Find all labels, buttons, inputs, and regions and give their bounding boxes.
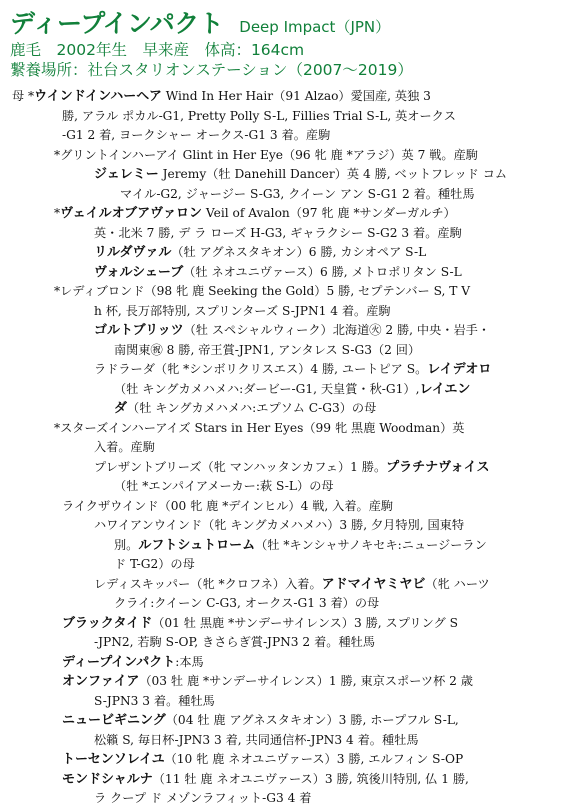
horse-name: ルフトシュトローム bbox=[138, 537, 256, 553]
header bbox=[10, 4, 570, 80]
page-title: ディープインパクト bbox=[10, 9, 224, 38]
horse-name: プラチナヴォイス bbox=[386, 459, 490, 475]
pedigree-line bbox=[114, 340, 420, 361]
horse-name: アドマイヤミヤビ bbox=[321, 576, 426, 592]
horse-name: ヴェイルオブアヴァロン bbox=[60, 206, 203, 221]
line-text: *レディブロンド（98 牝 鹿 Seeking the Gold）5 勝, セプテンバー S, T V bbox=[54, 284, 471, 298]
line-text: （牡 キングカメハメハ:ダービー-G1, 天皇賞・秋-G1）, bbox=[114, 381, 420, 396]
pedigree-line bbox=[94, 574, 490, 595]
horse-name: ウインドインハーヘア bbox=[34, 89, 162, 104]
pedigree-line bbox=[120, 184, 475, 205]
pedigree-line bbox=[114, 379, 470, 400]
line-text: レディスキッパー（牝 *クロフネ）入着。 bbox=[94, 576, 322, 591]
line-text: （牡 *キンシャサノキセキ:ニュージーラン bbox=[255, 537, 487, 552]
pedigree-line bbox=[94, 515, 464, 536]
line-text: 母 * bbox=[12, 89, 35, 103]
line-text: （01 牡 黒鹿 *サンデーサイレンス）3 勝, スプリング S bbox=[152, 615, 458, 630]
line-text: （04 牡 鹿 アグネスタキオン）3 勝, ホープフル S-L, bbox=[165, 713, 459, 727]
pedigree-line bbox=[94, 262, 462, 283]
pedigree-line bbox=[94, 301, 391, 322]
horse-name: モンドシャルナ bbox=[62, 771, 153, 787]
horse-name: オンファイア bbox=[62, 674, 140, 689]
line-text: Wind In Her Hair（91 Alzao）愛国産, 英独 3 bbox=[161, 89, 431, 103]
line-text: -G1 2 着, ヨークシャー オークス-G1 3 着。産駒 bbox=[62, 128, 331, 142]
line-text: *スターズインハーアイズ Stars in Her Eyes（99 牝 黒鹿 Woodman）英 bbox=[54, 420, 465, 435]
line-text: :本馬 bbox=[175, 654, 204, 669]
line-text: マイル-G2, ジャージー S-G3, クイーン アン S-G1 2 着。種牡馬 bbox=[120, 186, 475, 201]
pedigree-line bbox=[62, 710, 459, 731]
horse-name: レイデオロ bbox=[427, 362, 492, 377]
horse-name: ゴルトブリッツ bbox=[94, 323, 184, 338]
pedigree-line bbox=[94, 730, 419, 751]
pedigree-line bbox=[94, 320, 490, 341]
pedigree-line bbox=[114, 593, 379, 614]
horse-name: ブラックタイド bbox=[62, 615, 153, 631]
pedigree-line bbox=[54, 145, 478, 166]
line-text: クライ:クイーン C-G3, オークス-G1 3 着）の母 bbox=[114, 596, 380, 610]
pedigree-line bbox=[62, 749, 463, 770]
line-text: （牡 ネオユニヴァース）6 勝, メトロポリタン S-L bbox=[183, 264, 462, 279]
line-text: -JPN2, 若駒 S-OP, きさらぎ賞-JPN3 2 着。種牡馬 bbox=[94, 635, 376, 649]
pedigree-line bbox=[94, 359, 491, 380]
line-text: プレザントブリーズ（牝 マンハッタンカフェ）1 勝。 bbox=[94, 459, 387, 474]
pedigree-line bbox=[94, 632, 375, 653]
line-text: 別。 bbox=[114, 537, 139, 552]
pedigree-line bbox=[54, 203, 456, 224]
line-text: 勝, アラル ポカル-G1, Pretty Polly S-L, Fillies Trial S-L, 英オークス bbox=[62, 108, 456, 123]
pedigree-line bbox=[62, 125, 330, 146]
pedigree-line bbox=[94, 788, 311, 809]
horse-name: ニュービギニング bbox=[62, 713, 166, 728]
pedigree-line bbox=[94, 164, 507, 185]
line-text: （牝 ハーツ bbox=[425, 576, 490, 591]
line-text: * bbox=[54, 206, 61, 220]
pedigree-line bbox=[114, 535, 487, 556]
pedigree-line bbox=[54, 281, 470, 302]
profile-line: 鹿毛 2002年生 早来産 体高：164cm bbox=[10, 41, 305, 59]
line-text: ラドラーダ（牝 *シンボリクリスエス）4 勝, ユートピア S。 bbox=[94, 362, 428, 376]
line-text: 入着。産駒 bbox=[94, 440, 155, 454]
line-text: S-JPN3 3 着。種牡馬 bbox=[94, 693, 215, 708]
line-text: ド T-G2）の母 bbox=[114, 557, 195, 571]
pedigree-line bbox=[62, 671, 473, 692]
horse-name: ダ bbox=[114, 401, 128, 416]
line-text: （10 牝 鹿 ネオユニヴァース）3 勝, エルフィン S-OP bbox=[164, 752, 464, 766]
pedigree-line bbox=[62, 652, 204, 673]
horse-name: レイエン bbox=[419, 381, 471, 397]
horse-name: ヴォルシェーブ bbox=[94, 264, 184, 280]
line-text: 南関東㊗ 8 勝, 帝王賞-JPN1, アンタレス S-G3（2 回） bbox=[114, 342, 421, 357]
pedigree-line bbox=[94, 457, 490, 478]
line-text: 英・北米 7 勝, デ ラ ローズ H-G3, ギャラクシー S-G2 3 着。産駒 bbox=[94, 225, 462, 240]
horse-name: トーセンソレイユ bbox=[62, 752, 165, 767]
pedigree-line bbox=[94, 223, 462, 244]
line-text: h 杯, 長万部特別, スプリンターズ S-JPN1 4 着。産駒 bbox=[94, 303, 391, 318]
title-row bbox=[10, 4, 570, 40]
horse-name: リルダヴァル bbox=[94, 245, 172, 260]
pedigree-line bbox=[62, 496, 393, 517]
pedigree-line bbox=[114, 554, 195, 575]
pedigree-line bbox=[62, 613, 458, 634]
line-text: ハワイアンウインド（牝 キングカメハメハ）3 勝, 夕月特別, 国東特 bbox=[94, 518, 465, 532]
line-text: （牡 *エンパイアメーカー:萩 S-L）の母 bbox=[114, 479, 334, 493]
farm-line: 繋養場所：社台スタリオンステーション（2007〜2019） bbox=[10, 61, 413, 79]
line-text: ラ クープ ド メゾンラフィット-G3 4 着 bbox=[94, 791, 312, 805]
pedigree-line bbox=[62, 106, 456, 127]
line-text: 松籟 S, 毎日杯-JPN3 3 着, 共同通信杯-JPN3 4 着。種牡馬 bbox=[94, 732, 419, 747]
line-text: Jeremy（牡 Danehill Dancer）英 4 勝, ベットフレッド コム bbox=[158, 167, 508, 181]
pedigree-line bbox=[94, 437, 155, 458]
line-text: *グリントインハーアイ Glint in Her Eye（96 牝 鹿 *アラジ）英 7 戦。産駒 bbox=[54, 147, 478, 162]
line-text: （11 牡 鹿 ネオユニヴァース）3 勝, 筑後川特別, 仏 1 勝, bbox=[152, 771, 469, 786]
pedigree-line bbox=[94, 242, 426, 263]
pedigree-line bbox=[62, 769, 469, 790]
horse-name: ジェレミー bbox=[94, 167, 159, 182]
line-text: ライクザウインド（00 牝 鹿 *デインヒル）4 戦, 入着。産駒 bbox=[62, 498, 394, 513]
title-english: Deep Impact（JPN） bbox=[239, 18, 391, 36]
line-text: （牡 キングカメハメハ:エプソム C-G3）の母 bbox=[127, 401, 377, 415]
pedigree-line bbox=[54, 418, 464, 439]
pedigree-line bbox=[94, 691, 215, 712]
pedigree-line bbox=[114, 476, 334, 497]
line-text: Veil of Avalon（97 牝 鹿 *サンダーガルチ） bbox=[202, 206, 456, 220]
pedigree-line bbox=[114, 398, 376, 419]
line-text: （03 牡 鹿 *サンデーサイレンス）1 勝, 東京スポーツ杯 2 歳 bbox=[139, 674, 473, 688]
line-text: （牡 スペシャルウィーク）北海道㊋ 2 勝, 中央・岩手・ bbox=[183, 323, 491, 337]
line-text: （牡 アグネスタキオン）6 勝, カシオペア S-L bbox=[171, 245, 427, 259]
horse-name: ディープインパクト bbox=[62, 654, 176, 670]
pedigree-line bbox=[12, 86, 431, 107]
